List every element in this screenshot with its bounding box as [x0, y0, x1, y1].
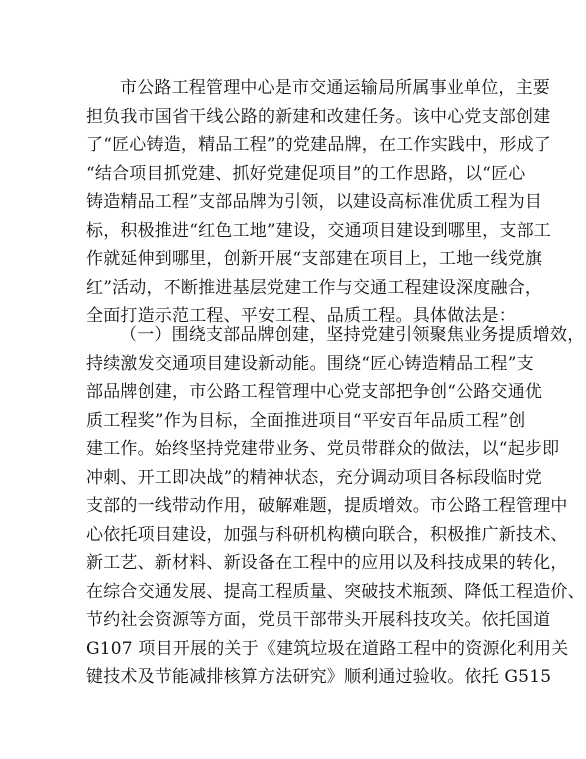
- paragraph-line: 担负我市国省干线公路的新建和改建任务。该中心党支部创建: [86, 106, 551, 127]
- paragraph-line: 键技术及节能减排核算方法研究》顺利通过验收。依托 G515: [86, 667, 552, 687]
- paragraph-line: G107 项目开展的关于《建筑垃圾在道路工程中的资源化利用关: [86, 638, 569, 659]
- paragraph-line: （一）围绕支部品牌创建，坚持党建引领聚焦业务提质增效，: [120, 325, 585, 345]
- paragraph-line: 心依托项目建设，加强与科研机构横向联合，积极推广新技术、: [86, 524, 568, 545]
- paragraph-line: 铸造精品工程”支部品牌为引领，以建设高标准优质工程为目: [86, 192, 543, 212]
- paragraph-line: 了“匠心铸造，精品工程”的党建品牌，在工作实践中，形成了: [86, 135, 551, 155]
- paragraph-section-one: [86, 321, 585, 692]
- paragraph-line: 质工程奖”作为目标，全面推进项目“平安百年品质工程”创: [86, 410, 526, 431]
- paragraph-line: 建工作。始终坚持党建带业务、党员带群众的做法，以“起步即: [86, 439, 560, 459]
- paragraph-line: 部品牌创建，市公路工程管理中心党支部把争创“公路交通优: [86, 382, 543, 402]
- paragraph-line: 红”活动，不断推进基层党建工作与交通工程建设深度融合，: [86, 277, 543, 298]
- paragraph-line: 持续激发交通项目建设新动能。围绕“匠心铸造精品工程”支: [86, 353, 534, 374]
- paragraph-line: 冲刺、开工即决战”的精神状态，充分调动项目各标段临时党: [86, 467, 543, 488]
- paragraph-line: 支部的一线带动作用，破解难题，提质增效。市公路工程管理中: [86, 496, 568, 516]
- paragraph-intro: [86, 74, 551, 331]
- paragraph-line: 在综合交通发展、提高工程质量、突破技术瓶颈、降低工程造价、: [86, 581, 585, 602]
- paragraph-line: “结合项目抓党建、抓好党建促项目”的工作思路，以“匠心: [86, 163, 526, 184]
- paragraph-line: 新工艺、新材料、新设备在工程中的应用以及科技成果的转化，: [86, 553, 568, 573]
- paragraph-line: 市公路工程管理中心是市交通运输局所属事业单位，主要: [120, 78, 550, 98]
- paragraph-line: 标，积极推进“红色工地”建设，交通项目建设到哪里，支部工: [86, 220, 551, 241]
- paragraph-line: 全面打造示范工程、平安工程、品质工程。具体做法是：: [86, 306, 516, 326]
- paragraph-line: 作就延伸到哪里，创新开展“支部建在项目上，工地一线党旗: [86, 249, 543, 269]
- paragraph-line: 节约社会资源等方面，党员干部带头开展科技攻关。依托国道: [86, 610, 551, 630]
